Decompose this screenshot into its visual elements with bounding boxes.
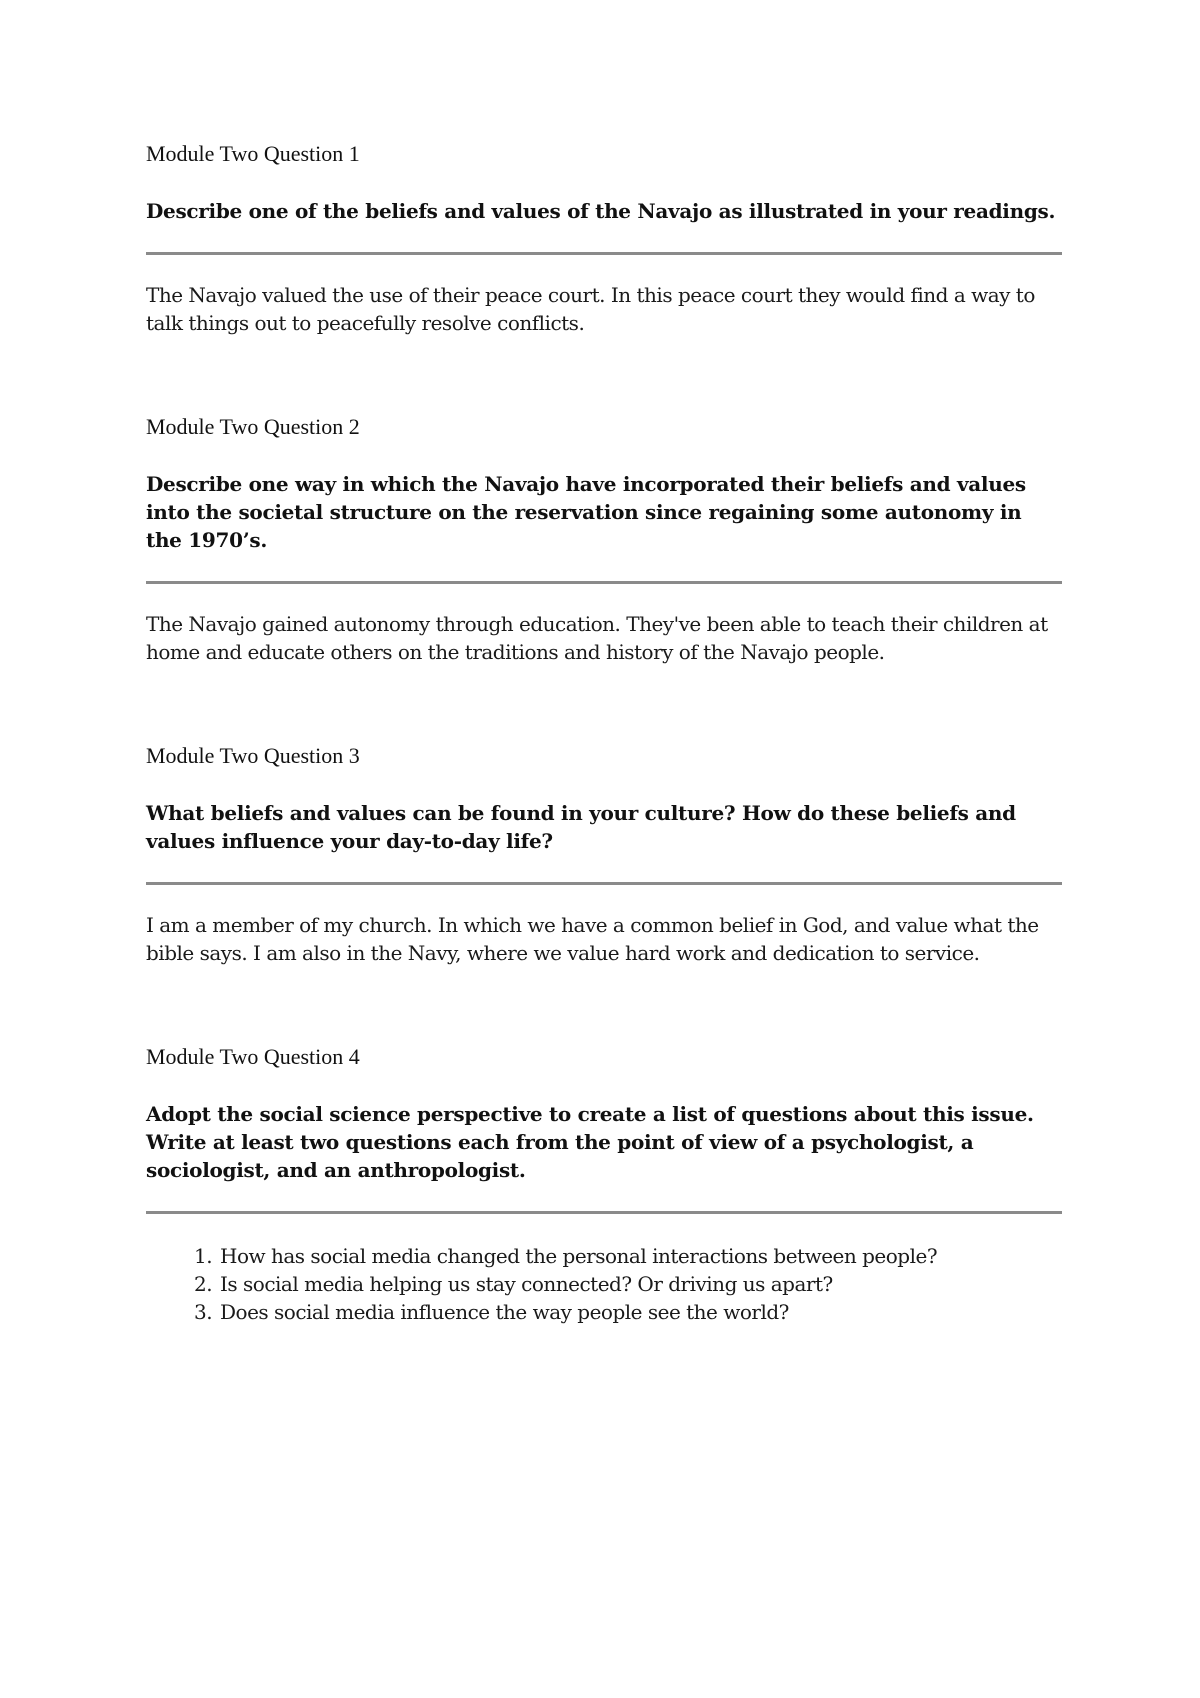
divider-line <box>146 1211 1062 1214</box>
section-heading: Module Two Question 3 <box>146 743 360 768</box>
answer-text: The Navajo gained autonomy through education. They've been able to teach their children at home and educate others on the traditions and history of the Navajo people. <box>146 612 1048 664</box>
question-text: Adopt the social science perspective to create a list of questions about this issue. Write at least two questions each from the point of view of a psychologist, a sociologist, and an anthropologist. <box>146 1102 1034 1182</box>
section-heading: Module Two Question 2 <box>146 414 360 439</box>
divider-line <box>146 581 1062 584</box>
answer-list <box>146 1242 1062 1326</box>
question-section-1 <box>146 140 1062 337</box>
document-page <box>146 140 1062 1326</box>
section-heading: Module Two Question 1 <box>146 141 360 166</box>
question-section-3 <box>146 742 1062 967</box>
question-text: Describe one of the beliefs and values of the Navajo as illustrated in your readings. <box>146 199 1056 223</box>
divider-line <box>146 252 1062 255</box>
question-text: Describe one way in which the Navajo have incorporated their beliefs and values into the societal structure on the reservation since regaining some autonomy in the 1970’s. <box>146 472 1026 552</box>
question-text: What beliefs and values can be found in your culture? How do these beliefs and values influence your day-to-day life? <box>146 801 1016 853</box>
answer-text: The Navajo valued the use of their peace court. In this peace court they would find a way to talk things out to peacefully resolve conflicts. <box>146 283 1035 335</box>
section-heading: Module Two Question 4 <box>146 1044 360 1069</box>
list-item: 2. Is social media helping us stay connected? Or driving us apart? <box>218 1270 1062 1298</box>
question-section-2 <box>146 413 1062 666</box>
list-item: 3. Does social media influence the way people see the world? <box>218 1298 1062 1326</box>
answer-text: I am a member of my church. In which we have a common belief in God, and value what the bible says. I am also in the Navy, where we value hard work and dedication to service. <box>146 913 1039 965</box>
question-section-4 <box>146 1043 1062 1326</box>
list-item: 1. How has social media changed the personal interactions between people? <box>218 1242 1062 1270</box>
divider-line <box>146 882 1062 885</box>
